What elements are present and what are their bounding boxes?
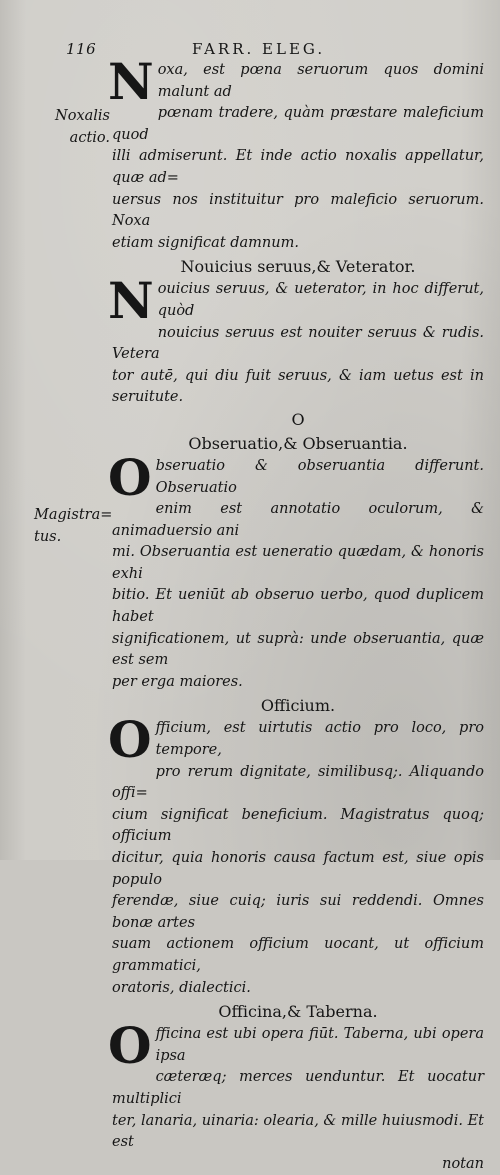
text-line: suam actionem officium uocant, ut officium grammatici,: [112, 936, 484, 974]
drop-cap: O: [108, 1016, 152, 1076]
text-line: cæteræq; merces uenduntur. Et uocatur multiplici: [112, 1069, 484, 1107]
text-line: ferendæ, siue cuiq; iuris sui reddendi. Omnes bonæ artes: [112, 893, 484, 931]
drop-cap: O: [108, 447, 152, 507]
entry-heading: Obseruatio,& Obseruantia.: [188, 433, 408, 453]
drop-cap: O: [108, 710, 152, 770]
alphabet-section-letter: O: [291, 409, 305, 429]
text-line: mi. Obseruantia est ueneratio quædam, & honoris exhi: [112, 544, 484, 582]
margin-note-line: Magistra=: [34, 507, 113, 523]
catchword: notan: [442, 1155, 484, 1172]
entry-noxa: [108, 52, 484, 254]
running-head: [0, 40, 500, 62]
entry-obseruatio: [108, 447, 484, 694]
text-line: cium significat beneficium. Magistratus quoq; officium: [112, 806, 484, 845]
text-line: uersus nos instituitur pro maleficio seruorum. Noxa: [112, 191, 484, 230]
text-line: oxa, est pœna seruorum quos domini malunt ad: [157, 62, 484, 100]
drop-cap: N: [108, 52, 154, 111]
margin-note-line: Noxalis: [55, 108, 110, 124]
margin-note-line: tus.: [34, 528, 62, 545]
entry-heading: Nouicius seruus,& Veterator.: [180, 257, 416, 277]
text-line: dicitur, quia honoris causa factum est, siue opis populo: [112, 850, 484, 888]
text-line: bseruatio & obseruantia differunt. Obseruatio: [155, 457, 484, 496]
text-line: pœnam tradere, quàm præstare maleficium quod: [112, 105, 484, 143]
text-line: fficium, est uirtutis actio pro loco, pro tempore,: [155, 720, 484, 759]
margin-note-line: actio.: [69, 129, 110, 146]
running-title: FARR. ELEG.: [192, 40, 326, 58]
text-line: per erga maiores.: [112, 673, 243, 690]
text-line: etiam significat damnum.: [112, 234, 299, 251]
text-line: oratoris, dialectici.: [112, 979, 251, 996]
text-line: ouicius seruus, & ueterator, in hoc differut, quòd: [157, 281, 484, 319]
text-line: nouicius seruus est nouiter seruus & rudis. Vetera: [112, 324, 484, 363]
entry-officina: [108, 1016, 484, 1175]
text-line: pro rerum dignitate, similibusq;. Aliquando offi=: [112, 763, 484, 802]
text-line: fficina est ubi opera fiūt. Taberna, ubi opera ipsa: [155, 1026, 484, 1064]
text-line: enim est annotatio oculorum, & animaduersio ani: [112, 501, 484, 539]
main-text-block: [108, 52, 484, 1175]
drop-cap: N: [108, 271, 154, 331]
text-line: significationem, ut suprà: unde obseruantia, quæ est sem: [112, 630, 484, 669]
entry-heading: Officium.: [260, 696, 336, 716]
text-line: illi admiserunt. Et inde actio noxalis appellatur, quæ ad=: [112, 148, 484, 186]
entry-officium: [108, 710, 484, 999]
entry-nouicius: [108, 271, 484, 409]
text-line: ter, lanaria, uinaria: olearia, & mille huiusmodi. Et est: [112, 1112, 484, 1151]
entry-heading: Officina,& Taberna.: [218, 1002, 378, 1022]
text-line: bitio. Et ueniūt ab obseruo uerbo, quod duplicem habet: [112, 587, 484, 626]
margin-note-magistratus: [34, 505, 113, 548]
margin-note-noxalis: [46, 106, 110, 149]
page-number: 116: [66, 40, 97, 58]
text-line: tor autē, qui diu fuit seruus, & iam uetus est in seruitute.: [112, 367, 484, 406]
